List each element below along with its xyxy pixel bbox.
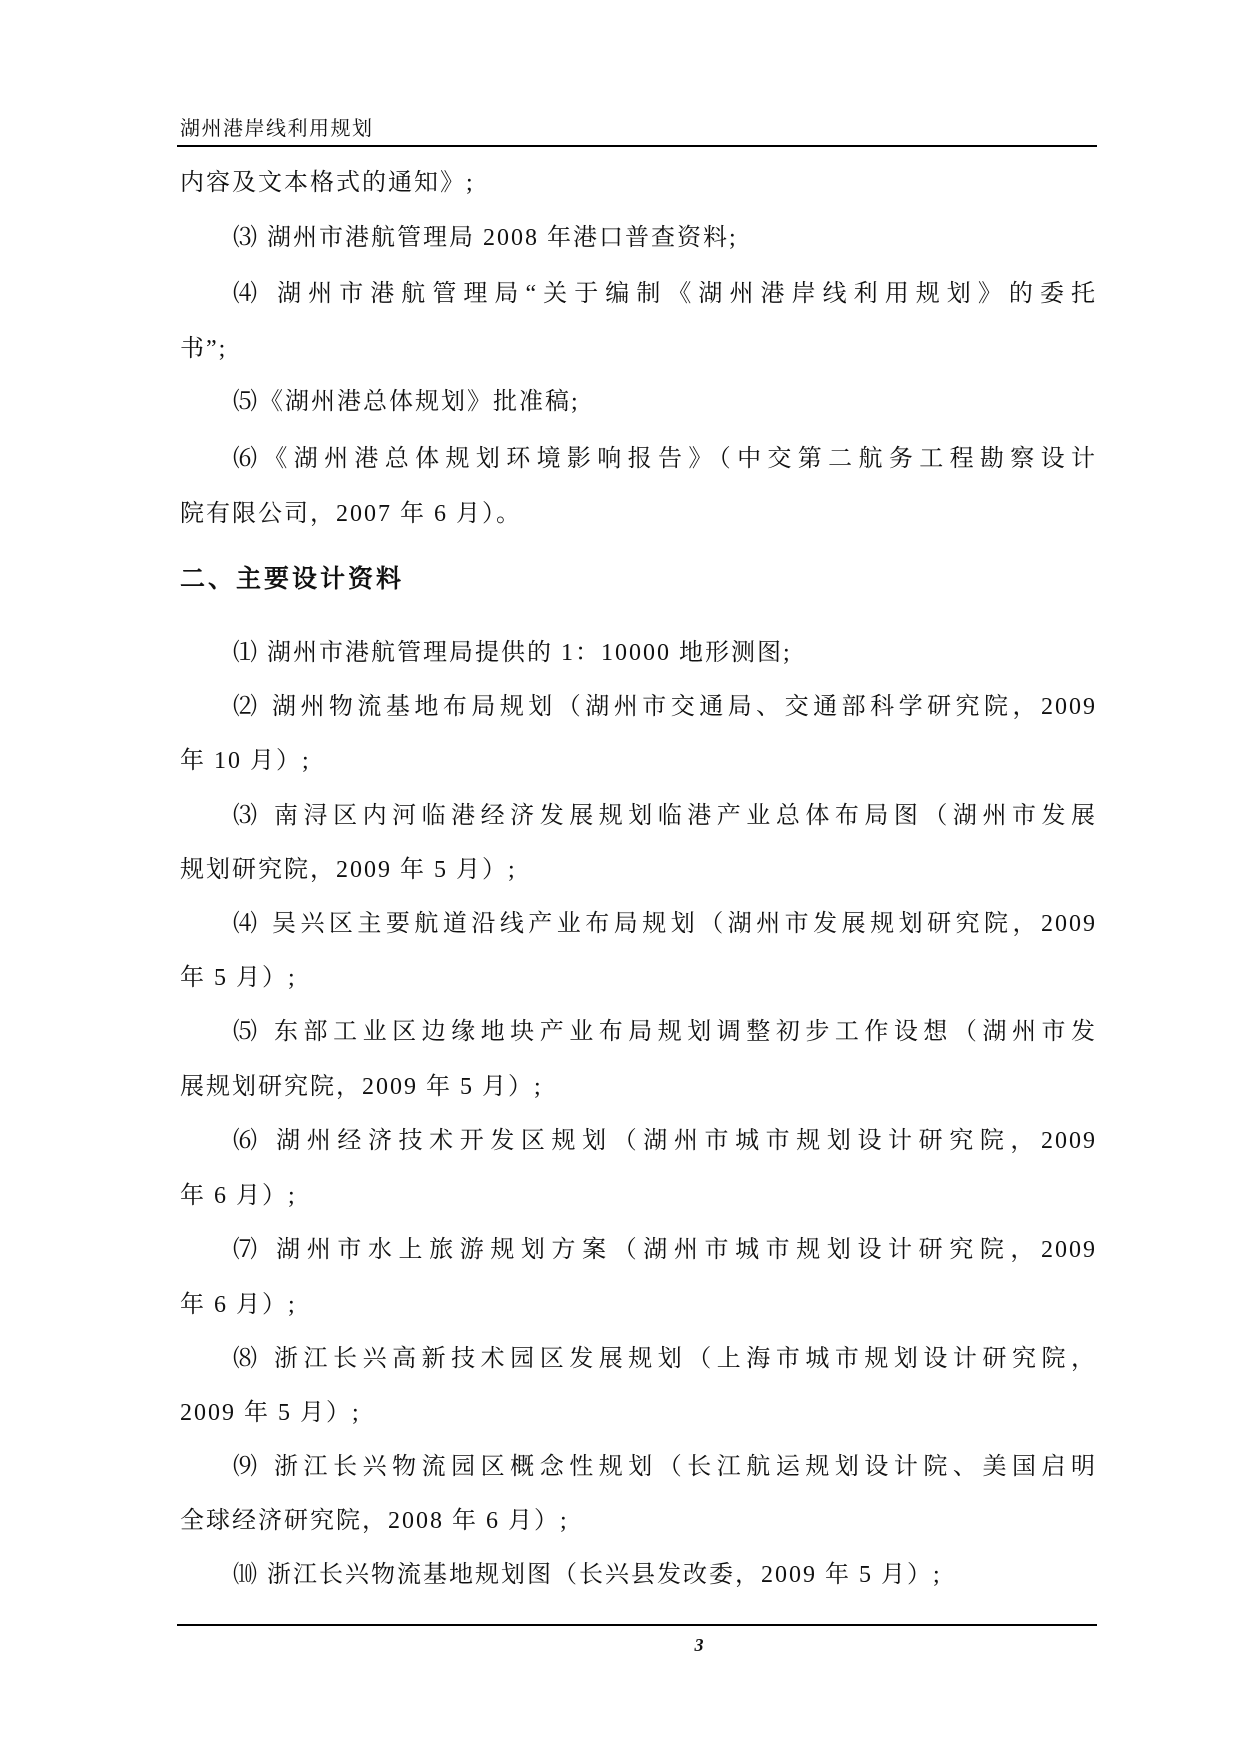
- reference-item-line: 年 6 月）;: [180, 1183, 297, 1209]
- reference-item-line: ⑷ 湖州市港航管理局“关于编制《湖州港岸线利用规划》的委托: [233, 281, 1097, 307]
- reference-item-line: 年 10 月）;: [180, 748, 311, 774]
- reference-item-line: 院有限公司，2007 年 6 月）。: [180, 501, 522, 527]
- footer-rule: [177, 1624, 1097, 1626]
- header-rule: [177, 145, 1097, 147]
- reference-item-line: 展规划研究院，2009 年 5 月）;: [180, 1074, 543, 1100]
- reference-item-line: ⑵ 湖州物流基地布局规划（湖州市交通局、交通部科学研究院，2009: [233, 694, 1097, 720]
- continued-text-line: 内容及文本格式的通知》;: [180, 170, 475, 196]
- section-heading: 二、主要设计资料: [180, 565, 405, 593]
- reference-item-line: ⑷ 吴兴区主要航道沿线产业布局规划（湖州市发展规划研究院，2009: [233, 911, 1097, 937]
- reference-item-line: ⑴ 湖州市港航管理局提供的 1：10000 地形测图;: [233, 640, 792, 666]
- reference-item-line: ⑹《湖州港总体规划环境影响报告》（中交第二航务工程勘察设计: [233, 446, 1097, 472]
- reference-item-line: ⑶ 南浔区内河临港经济发展规划临港产业总体布局图（湖州市发展: [233, 803, 1097, 829]
- page-number: 3: [694, 1635, 704, 1655]
- reference-item-line: ⑼ 浙江长兴物流园区概念性规划（长江航运规划设计院、美国启明: [233, 1454, 1097, 1480]
- reference-item-line: 全球经济研究院，2008 年 6 月）;: [180, 1508, 569, 1534]
- reference-item-line: 年 5 月）;: [180, 965, 297, 991]
- running-header-title: 湖州港岸线利用规划: [180, 118, 374, 140]
- reference-item-line: ⑹ 湖州经济技术开发区规划（湖州市城市规划设计研究院，2009: [233, 1128, 1097, 1154]
- reference-item-line: 书”;: [180, 336, 228, 362]
- reference-item-line: ⑸《湖州港总体规划》批准稿;: [233, 389, 580, 415]
- reference-item-line: ⑽ 浙江长兴物流基地规划图（长兴县发改委，2009 年 5 月）;: [233, 1562, 942, 1588]
- reference-item-line: ⑺ 湖州市水上旅游规划方案（湖州市城市规划设计研究院，2009: [233, 1237, 1097, 1263]
- reference-item-line: 2009 年 5 月）;: [180, 1400, 361, 1426]
- reference-item-line: ⑻ 浙江长兴高新技术园区发展规划（上海市城市规划设计研究院，: [233, 1346, 1097, 1372]
- reference-item-line: ⑶ 湖州市港航管理局 2008 年港口普查资料;: [233, 225, 738, 251]
- reference-item-line: ⑸ 东部工业区边缘地块产业布局规划调整初步工作设想（湖州市发: [233, 1019, 1097, 1045]
- reference-item-line: 年 6 月）;: [180, 1292, 297, 1318]
- reference-item-line: 规划研究院，2009 年 5 月）;: [180, 857, 517, 883]
